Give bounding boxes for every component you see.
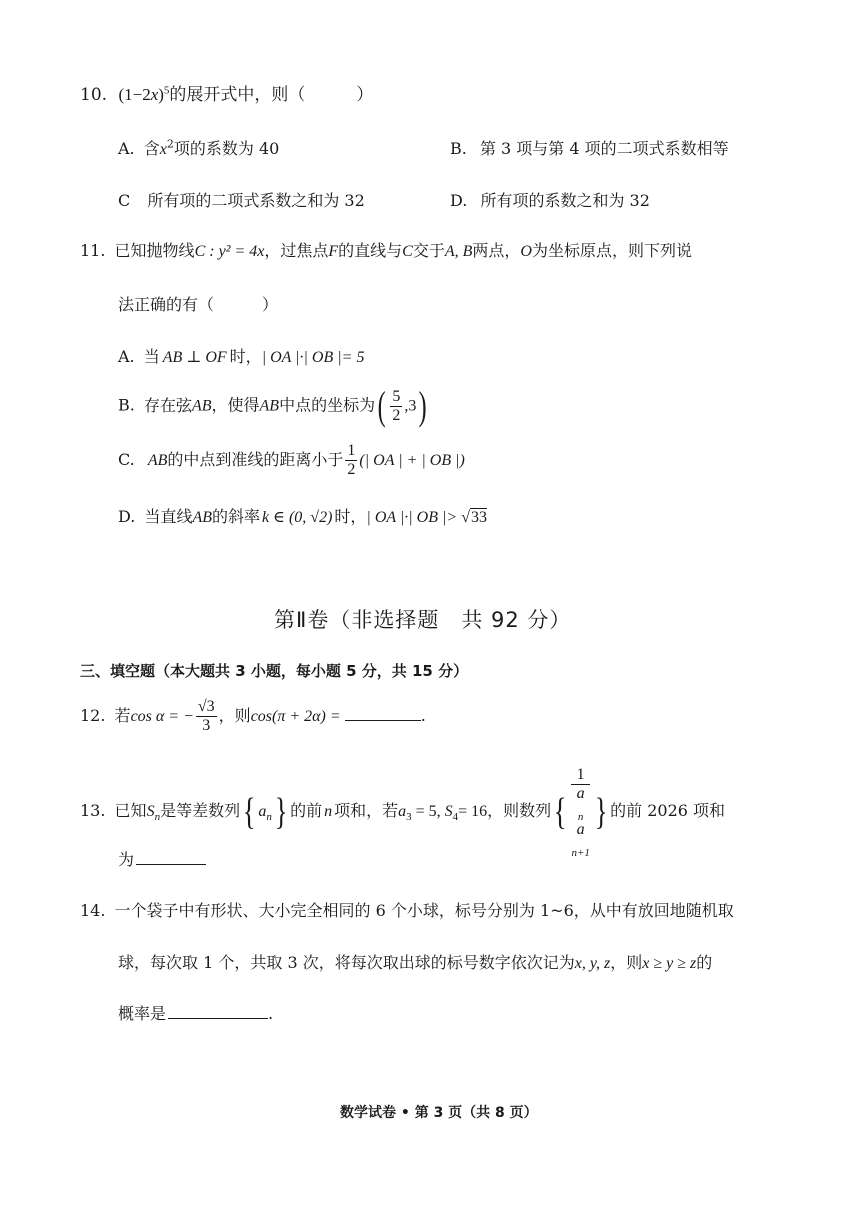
option-label: A. [118,139,135,158]
option-text: 项的系数为 40 [173,139,280,158]
option-text: 的斜率 [212,507,261,526]
q14-line3 [118,1000,273,1024]
option-text: 所有项的二项式系数之和为 32 [147,191,365,210]
option-label: B. [118,395,135,415]
numerator: 1 [571,766,589,785]
option-math: k ∈ (0, √2) [262,509,333,526]
q11-option-a [118,344,364,367]
q13-text: 项和，若 [334,801,399,820]
q13-line2 [118,846,206,870]
option-sup: 2 [166,137,174,151]
option-text: ，使得 [211,395,260,415]
q12-lhs: cos α = − [130,708,194,725]
fraction [571,766,590,860]
q13-math: S [146,803,155,820]
option-label: D. [118,507,136,526]
option-text: 存在弦 [143,395,192,415]
q10-expr-close: ) [158,85,164,104]
numerator: √3 [197,698,215,715]
q11-text: 的直线与 [338,241,403,260]
fraction [345,442,357,479]
q11-parabola-eq: C : y² = 4x [194,243,265,260]
sqrt-symbol: √ [461,509,470,526]
answer-blank[interactable] [168,1000,268,1019]
q11-option-d [118,504,487,527]
q14-text: 球，每次取 1 个，共取 3 次，将每次取出球的标号数字依次记为 [118,953,575,972]
q14-math: x ≥ y ≥ z [642,955,697,972]
q13-math: a [398,803,407,820]
q10-number: 10. [80,85,108,105]
option-text: 的中点到准线的距离小于 [167,450,344,469]
q11-curve: C [402,243,413,260]
option-label: C [118,191,131,210]
q10-expr-base: (1−2 [118,85,151,104]
q14-text: 一个袋子中有形状、大小完全相同的 6 个小球，标号分别为 1~6，从中有放回地随机取 [114,901,734,920]
q13-math: n [324,803,333,820]
q14-text: ，则 [610,953,643,972]
option-text: 时， [334,507,367,526]
q13-text: 为 [118,850,135,869]
q10-option-c [118,188,365,211]
option-math: | OA |·| OB |> [366,509,458,526]
right-brace: } [594,790,608,833]
q11-text: 法正确的有（ ） [118,295,279,314]
q13-sub: n [266,811,272,824]
answer-blank[interactable] [136,846,206,865]
q11-points: A, B [444,243,473,260]
q10-option-a [118,136,279,159]
q13-number: 13. [80,801,106,820]
option-text: 当直线 [144,507,193,526]
q13-sub: n [154,811,161,824]
q13-math: S [444,803,453,820]
option-text: 当 [143,347,160,366]
denominator [571,785,590,860]
q14-text: 的 [696,953,713,972]
option-text: 含 [143,139,160,158]
part2-title: 第Ⅱ卷（非选择题 共 92 分） [274,608,572,632]
option-label: C. [118,450,135,469]
q14-line2 [118,950,712,973]
right-brace: } [274,790,288,833]
denom-a: a [576,821,585,838]
q13-sub: 4 [452,811,459,824]
q12-number: 12. [80,706,106,725]
q14-end: . [268,1004,274,1023]
q14-text: 概率是 [118,1004,167,1023]
q13-sub: 3 [406,811,412,824]
q10-expr-var: x [150,85,159,104]
option-text: 所有项的系数之和为 32 [480,191,650,210]
numerator: 1 [347,442,356,459]
q11-text: ，过焦点 [264,241,329,260]
option-math: AB [191,397,212,415]
option-label: A. [118,347,135,366]
denom-sub: n [577,811,584,824]
q11-text: 交于 [412,241,445,260]
q13-math: = 5, [415,803,441,820]
denominator: 2 [347,461,356,478]
sqrt-value: 33 [470,509,487,526]
option-text: 第 3 项与第 4 项的二项式系数相等 [479,139,729,158]
q11-option-b [118,383,430,428]
option-var: x [159,141,167,158]
q11-origin: O [520,243,532,260]
answer-blank[interactable] [345,702,421,721]
q11-text: 为坐标原点，则下列说 [531,241,692,260]
q12-text: ，则 [218,706,251,725]
option-text: 中点的坐标为 [279,395,376,415]
q11-text: 两点， [472,241,521,260]
q12-rhs: cos(π + 2α) = [250,708,341,725]
option-math: (| OA | + | OB |) [359,452,465,469]
q10-stem-tail: 的展开式中，则（ ） [169,85,374,105]
option-text: 时， [229,347,262,366]
option-label: B. [450,139,467,158]
q12-text: 若 [114,706,131,725]
denominator: 3 [202,717,211,734]
option-math: | OA |·| OB |= 5 [261,349,365,366]
q10-option-d [450,188,650,211]
q14-line1 [80,898,734,921]
denominator: 2 [392,406,401,424]
q11-number: 11. [80,241,106,260]
option-math: AB [259,397,280,415]
left-brace: { [242,790,256,833]
q13-text: 的前 2026 项和 [610,801,726,820]
q10-stem [80,80,373,105]
q13-text: 的前 [290,801,323,820]
fraction [390,388,402,425]
q11-focus: F [328,243,339,260]
option-math: AB [147,452,168,469]
q13-text: 是等差数列 [160,801,241,820]
option-label: D. [450,191,468,210]
fraction [196,698,217,735]
q11-stem-line2 [118,292,278,315]
q10-expression [118,85,169,104]
option-math: AB [192,509,212,526]
option-math: ,3 [404,397,417,415]
option-math: AB ⊥ OF [162,349,227,366]
q13-text: 已知 [114,801,147,820]
q10-option-b [450,136,729,159]
page-footer: 数学试卷 • 第 3 页（共 8 页） [340,1105,538,1121]
right-paren: ) [419,383,428,428]
numerator: 5 [392,387,401,405]
left-brace: { [553,790,567,833]
q11-text: 已知抛物线 [114,241,195,260]
section3-heading: 三、填空题（本大题共 3 小题，每小题 5 分，共 15 分） [80,662,469,680]
q14-math: x, y, z [574,955,611,972]
denom-sub: n+1 [571,847,590,860]
q11-option-c [118,442,465,479]
q14-number: 14. [80,901,106,920]
q11-stem-line1 [80,238,692,261]
denom-a: a [576,785,585,802]
q13-math: a [258,803,267,820]
q13-math: = 16 [458,803,488,820]
q13-text: ，则数列 [487,801,552,820]
q10-expr-exp: 5 [163,84,170,97]
q13 [80,766,726,860]
q12-end: . [420,706,426,725]
q12 [80,698,426,735]
left-paren: ( [377,383,386,428]
